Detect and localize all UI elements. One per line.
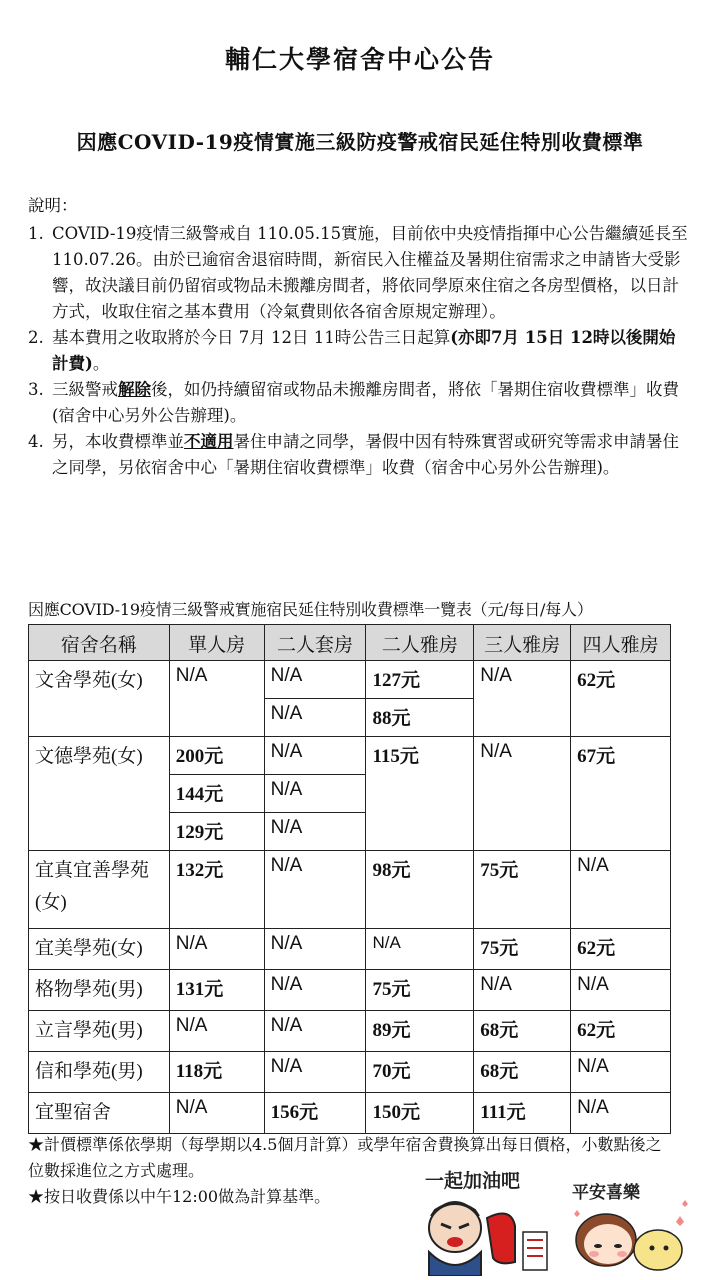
- notice-subtitle: 因應COVID-19疫情實施三級防疫警戒宿民延住特別收費標準: [76, 130, 644, 154]
- price-cell: 67元: [571, 737, 671, 851]
- dorm-name-cell: 格物學苑(男): [29, 970, 170, 1011]
- price-cell: 132元: [169, 851, 264, 929]
- table-header-cell: 單人房: [169, 625, 264, 661]
- footnote-daily-basis: ★按日收費係以中午12:00做為計算基準。: [28, 1187, 331, 1206]
- fee-table: [28, 624, 671, 1134]
- price-cell: N/A: [264, 1011, 366, 1052]
- price-cell: 75元: [474, 851, 571, 929]
- jiayou-sticker: [415, 1166, 555, 1276]
- price-cell: N/A: [474, 737, 571, 851]
- price-cell: 115元: [366, 737, 474, 851]
- table-row: [29, 1093, 671, 1134]
- price-cell: N/A: [264, 970, 366, 1011]
- note-text: COVID-19疫情三級警戒自 110.05.15實施，目前依中央疫情指揮中心公告繼續延長至 110.07.26。由於已逾宿舍退宿時間，新宿民入住權益及暑期住宿需求之申請皆大受影響，故決議目前仍留宿或物品未搬離房間者，將依同學原來住宿之各房型價格，以日計方式，收取住宿之基本費用（冷氣費則依各宿舍原規定辦理）。: [52, 224, 688, 321]
- note-text: 。: [92, 354, 110, 373]
- price-cell: N/A: [474, 661, 571, 737]
- price-cell: N/A: [474, 970, 571, 1011]
- price-cell: N/A: [264, 661, 366, 699]
- price-cell: N/A: [264, 775, 366, 813]
- table-header-cell: 二人套房: [264, 625, 366, 661]
- note-emphasis: 解除: [118, 380, 151, 399]
- price-cell: N/A: [571, 970, 671, 1011]
- price-cell: 75元: [474, 929, 571, 970]
- dorm-name-cell: 宜真宜善學苑(女): [29, 851, 170, 929]
- table-row: [29, 661, 671, 699]
- table-row: [29, 737, 671, 775]
- table-row: [29, 1052, 671, 1093]
- table-header-cell: 二人雅房: [366, 625, 474, 661]
- price-cell: N/A: [571, 1093, 671, 1134]
- table-row: [29, 1011, 671, 1052]
- price-cell: 70元: [366, 1052, 474, 1093]
- price-cell: 75元: [366, 970, 474, 1011]
- page-title: 輔仁大學宿舍中心公告: [224, 45, 495, 74]
- table-header-cell: 四人雅房: [571, 625, 671, 661]
- notes-heading: 說明：: [28, 196, 78, 215]
- table-caption: 因應COVID-19疫情三級警戒實施宿民延住特別收費標準一覽表（元/每日/每人）: [28, 600, 593, 619]
- price-cell: N/A: [264, 851, 366, 929]
- price-cell: 200元: [169, 737, 264, 775]
- dorm-name-cell: 宜聖宿舍: [29, 1093, 170, 1134]
- dorm-name-cell: 文舍學苑(女): [29, 661, 170, 737]
- footnote-pricing-basis: ★計價標準係依學期（每學期以4.5個月計算）或學年宿舍費換算出每日價格，小數點後之位數採進位之方式處理。: [28, 1135, 662, 1180]
- price-cell: 129元: [169, 813, 264, 851]
- dorm-name-cell: 信和學苑(男): [29, 1052, 170, 1093]
- price-cell: N/A: [264, 813, 366, 851]
- note-text: 另，本收費標準並: [52, 432, 184, 451]
- note-item-1: [28, 221, 688, 325]
- note-emphasis: (亦即7月 15日 12時以後開始計費): [52, 328, 676, 373]
- price-cell: 118元: [169, 1052, 264, 1093]
- price-cell: N/A: [264, 699, 366, 737]
- price-cell: 89元: [366, 1011, 474, 1052]
- pingan-sticker: [566, 1174, 696, 1274]
- sticker-caption: 一起加油吧: [425, 1170, 521, 1192]
- notes-section: [28, 193, 688, 481]
- cheering-character-icon: [415, 1166, 555, 1276]
- note-number: 2.: [28, 328, 44, 347]
- price-cell: 62元: [571, 929, 671, 970]
- happy-girl-icon: [566, 1174, 696, 1274]
- price-cell: N/A: [169, 661, 264, 737]
- note-text: 後，如仍持續留宿或物品未搬離房間者，將依「暑期住宿收費標準」收費(宿舍中心另外公告辦理)。: [52, 380, 679, 425]
- price-cell: 111元: [474, 1093, 571, 1134]
- note-text: 基本費用之收取將於今日 7月 12日 11時公告三日起算: [52, 328, 451, 347]
- dorm-name-cell: 立言學苑(男): [29, 1011, 170, 1052]
- table-header-cell: 宿舍名稱: [29, 625, 170, 661]
- price-cell: N/A: [571, 851, 671, 929]
- note-item-2: [28, 325, 688, 377]
- price-cell: N/A: [571, 1052, 671, 1093]
- price-cell: N/A: [169, 1011, 264, 1052]
- price-cell: N/A: [264, 1052, 366, 1093]
- price-cell: 88元: [366, 699, 474, 737]
- price-cell: 62元: [571, 661, 671, 737]
- price-cell: N/A: [169, 1093, 264, 1134]
- price-cell: 62元: [571, 1011, 671, 1052]
- table-header-row: [29, 625, 671, 661]
- note-number: 1.: [28, 224, 44, 243]
- price-cell: N/A: [366, 929, 474, 970]
- note-item-4: [28, 429, 688, 481]
- dorm-name-cell: 文德學苑(女): [29, 737, 170, 851]
- note-emphasis: 不適用: [184, 432, 234, 451]
- price-cell: 156元: [264, 1093, 366, 1134]
- price-cell: 150元: [366, 1093, 474, 1134]
- note-text: 三級警戒: [52, 380, 118, 399]
- note-text: 暑住申請之同學，暑假中因有特殊實習或研究等需求申請暑住之同學，另依宿舍中心「暑期住宿收費標準」收費（宿舍中心另外公告辦理)。: [52, 432, 679, 477]
- price-cell: N/A: [264, 929, 366, 970]
- table-header-cell: 三人雅房: [474, 625, 571, 661]
- sticker-caption: 平安喜樂: [572, 1183, 640, 1203]
- price-cell: 98元: [366, 851, 474, 929]
- table-row: [29, 970, 671, 1011]
- dorm-name-cell: 宜美學苑(女): [29, 929, 170, 970]
- price-cell: N/A: [264, 737, 366, 775]
- note-item-3: [28, 377, 688, 429]
- price-cell: N/A: [169, 929, 264, 970]
- price-cell: 68元: [474, 1011, 571, 1052]
- table-row: [29, 851, 671, 929]
- price-cell: 68元: [474, 1052, 571, 1093]
- price-cell: 131元: [169, 970, 264, 1011]
- price-cell: 144元: [169, 775, 264, 813]
- table-row: [29, 929, 671, 970]
- price-cell: 127元: [366, 661, 474, 699]
- note-number: 4.: [28, 432, 44, 451]
- note-number: 3.: [28, 380, 44, 399]
